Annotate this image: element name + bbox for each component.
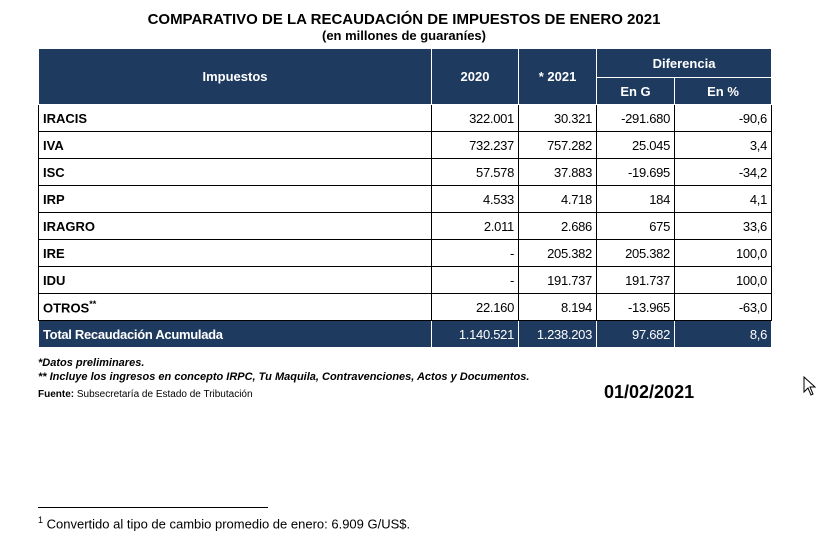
value-2020: 322.001	[432, 105, 519, 132]
tax-table	[38, 48, 772, 348]
value-2021: 8.194	[519, 294, 597, 321]
diff-en-g: 675	[597, 213, 675, 240]
tax-name	[39, 159, 432, 186]
tax-name	[39, 240, 432, 267]
table-row	[39, 240, 772, 267]
header-2021: * 2021	[519, 49, 597, 105]
value-2021: 2.686	[519, 213, 597, 240]
header-impuestos: Impuestos	[39, 49, 432, 105]
table-row	[39, 294, 772, 321]
diff-en-pct: 100,0	[675, 240, 772, 267]
tax-name	[39, 132, 432, 159]
table-row	[39, 186, 772, 213]
tax-name-label: IVA	[43, 137, 64, 153]
note-includes: ** Incluye los ingresos en concepto IRPC, Tu Maquila, Contravenciones, Actos y Documentos.	[38, 371, 530, 383]
diff-en-pct: 33,6	[675, 213, 772, 240]
page-subtitle: (en millones de guaraníes)	[322, 28, 486, 43]
value-2021: 205.382	[519, 240, 597, 267]
footnote-text: Convertido al tipo de cambio promedio de enero: 6.909 G/US$.	[43, 516, 411, 532]
total-2021: 1.238.203	[519, 321, 597, 348]
diff-en-g: 191.737	[597, 267, 675, 294]
value-2021: 30.321	[519, 105, 597, 132]
value-2020: 2.011	[432, 213, 519, 240]
diff-en-g: 25.045	[597, 132, 675, 159]
footnote-separator	[38, 507, 268, 508]
diff-en-g: -291.680	[597, 105, 675, 132]
mouse-pointer-icon	[803, 376, 817, 396]
tax-name	[39, 213, 432, 240]
tax-name-label: IRACIS	[43, 110, 88, 126]
diff-en-pct: -34,2	[675, 159, 772, 186]
tax-name-label: ISC	[43, 164, 65, 180]
value-2020: 57.578	[432, 159, 519, 186]
source-label: Fuente:	[38, 389, 75, 400]
total-label: Total Recaudación Acumulada	[39, 321, 432, 348]
tax-name-label: IRP	[43, 191, 65, 207]
source-text: Subsecretaría de Estado de Tributación	[74, 389, 253, 400]
footnote	[38, 515, 410, 531]
tax-name	[39, 267, 432, 294]
tax-name-label: IRE	[43, 245, 65, 261]
value-2020: 4.533	[432, 186, 519, 213]
report-date: 01/02/2021	[604, 382, 695, 402]
page-title: COMPARATIVO DE LA RECAUDACIÓN DE IMPUESTOS DE ENERO 2021	[147, 11, 661, 28]
diff-en-g: 184	[597, 186, 675, 213]
diff-en-pct: -90,6	[675, 105, 772, 132]
value-2021: 757.282	[519, 132, 597, 159]
tax-name	[39, 186, 432, 213]
diff-en-pct: 3,4	[675, 132, 772, 159]
value-2021: 4.718	[519, 186, 597, 213]
value-2020: 22.160	[432, 294, 519, 321]
header-diferencia: Diferencia	[597, 49, 772, 78]
total-row	[39, 321, 772, 348]
total-en-g: 97.682	[597, 321, 675, 348]
table-row	[39, 105, 772, 132]
diff-en-g: -13.965	[597, 294, 675, 321]
tax-name-label: IDU	[43, 272, 66, 288]
table-row	[39, 267, 772, 294]
value-2020: -	[432, 267, 519, 294]
value-2021: 191.737	[519, 267, 597, 294]
tax-name	[39, 105, 432, 132]
value-2020: -	[432, 240, 519, 267]
table-row	[39, 159, 772, 186]
tax-name-label: IRAGRO	[43, 218, 95, 234]
diff-en-pct: -63,0	[675, 294, 772, 321]
diff-en-g: 205.382	[597, 240, 675, 267]
table-row	[39, 213, 772, 240]
value-2021: 37.883	[519, 159, 597, 186]
header-en-g: En G	[597, 78, 675, 105]
value-2020: 732.237	[432, 132, 519, 159]
note-preliminary: *Datos preliminares.	[38, 357, 145, 369]
tax-table-body	[39, 105, 772, 321]
table-row	[39, 132, 772, 159]
source-line	[38, 389, 253, 400]
footnote-mark: 1	[38, 515, 44, 525]
diff-en-g: -19.695	[597, 159, 675, 186]
header-en-pct: En %	[675, 78, 772, 105]
tax-name-label: OTROS	[43, 300, 90, 316]
total-2020: 1.140.521	[432, 321, 519, 348]
total-en-pct: 8,6	[675, 321, 772, 348]
tax-name-mark: **	[89, 298, 97, 309]
diff-en-pct: 100,0	[675, 267, 772, 294]
diff-en-pct: 4,1	[675, 186, 772, 213]
tax-name	[39, 294, 432, 321]
header-2020: 2020	[432, 49, 519, 105]
